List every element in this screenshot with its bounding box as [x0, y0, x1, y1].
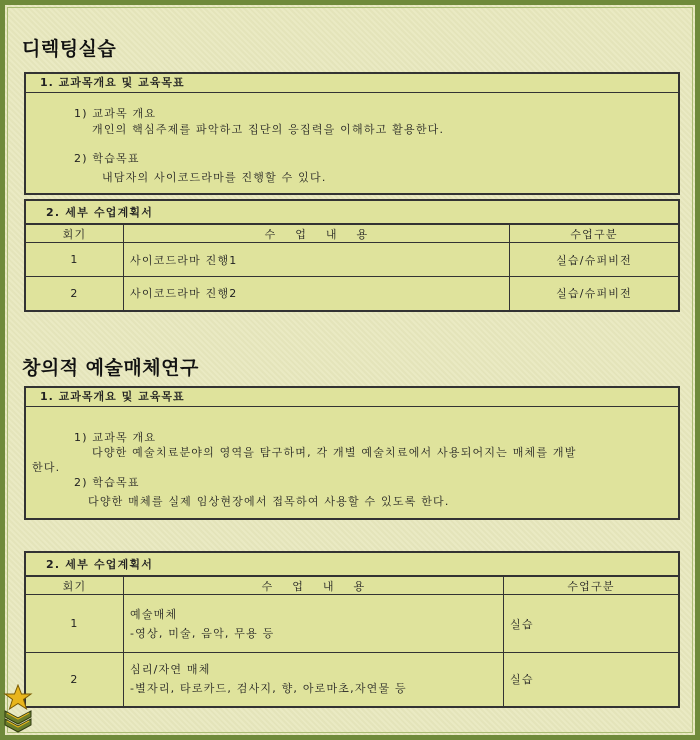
overview-item2-label: 2) 학습목표	[74, 152, 140, 165]
overview-item1-text: 다양한 예술치료분야의 영역을 탐구하며, 각 개별 예술치료에서 사용되어지는 매체를 개발	[92, 446, 577, 459]
session-content-title: 심리/자연 매체	[130, 663, 211, 677]
session-number: 2	[25, 653, 124, 707]
section-title-directing: 디렉팅실습	[22, 38, 117, 60]
overview-item2-text: 다양한 매체를 실제 임상현장에서 접목하여 사용할 수 있도록 한다.	[88, 495, 450, 508]
col-type: 수업구분	[504, 576, 680, 595]
session-type: 실습/슈퍼비전	[510, 243, 680, 277]
rank-star-chevron-icon	[3, 684, 33, 736]
session-number: 2	[25, 277, 124, 311]
session-content	[124, 653, 504, 707]
overview-item1-label: 1) 교과목 개요	[74, 107, 157, 120]
table-row	[25, 653, 679, 707]
session-number: 1	[25, 595, 124, 653]
overview-box-creative-media	[24, 386, 680, 520]
col-type: 수업구분	[510, 224, 680, 243]
table-row	[25, 595, 679, 653]
overview-item1-text: 개인의 핵심주제를 파악하고 집단의 응집력을 이해하고 활용한다.	[92, 123, 445, 136]
col-session: 회기	[25, 576, 124, 595]
overview-item2-text: 내담자의 사이코드라마를 진행할 수 있다.	[102, 171, 327, 184]
session-content: 사이코드라마 진행2	[124, 277, 510, 311]
session-type: 실습/슈퍼비전	[510, 277, 680, 311]
table-row	[25, 277, 679, 311]
session-type: 실습	[504, 653, 680, 707]
plan-header: 2. 세부 수업계획서	[25, 552, 679, 576]
session-content-title: 예술매체	[130, 607, 178, 621]
table-row	[25, 243, 679, 277]
session-content: 사이코드라마 진행1	[124, 243, 510, 277]
plan-table-creative-media	[24, 551, 680, 708]
section-title-creative-media: 창의적 예술매체연구	[22, 357, 199, 379]
col-content: 수 업 내 용	[124, 224, 510, 243]
overview-box-directing	[24, 72, 680, 195]
session-type: 실습	[504, 595, 680, 653]
session-content-detail: -별자리, 타로카드, 검사지, 향, 아로마초,자연물 등	[130, 682, 407, 696]
session-content-detail: -영상, 미술, 음악, 무용 등	[130, 626, 275, 640]
overview-header: 1. 교과목개요 및 교육목표	[26, 74, 678, 93]
col-content: 수 업 내 용	[124, 576, 504, 595]
session-number: 1	[25, 243, 124, 277]
overview-item1-label: 1) 교과목 개요	[74, 431, 157, 444]
overview-item2-label: 2) 학습목표	[74, 476, 140, 489]
plan-table-directing	[24, 199, 680, 312]
overview-header: 1. 교과목개요 및 교육목표	[26, 388, 678, 407]
plan-header: 2. 세부 수업계획서	[25, 200, 679, 224]
col-session: 회기	[25, 224, 124, 243]
session-content	[124, 595, 504, 653]
overview-item1-text-cont: 한다.	[32, 461, 61, 474]
